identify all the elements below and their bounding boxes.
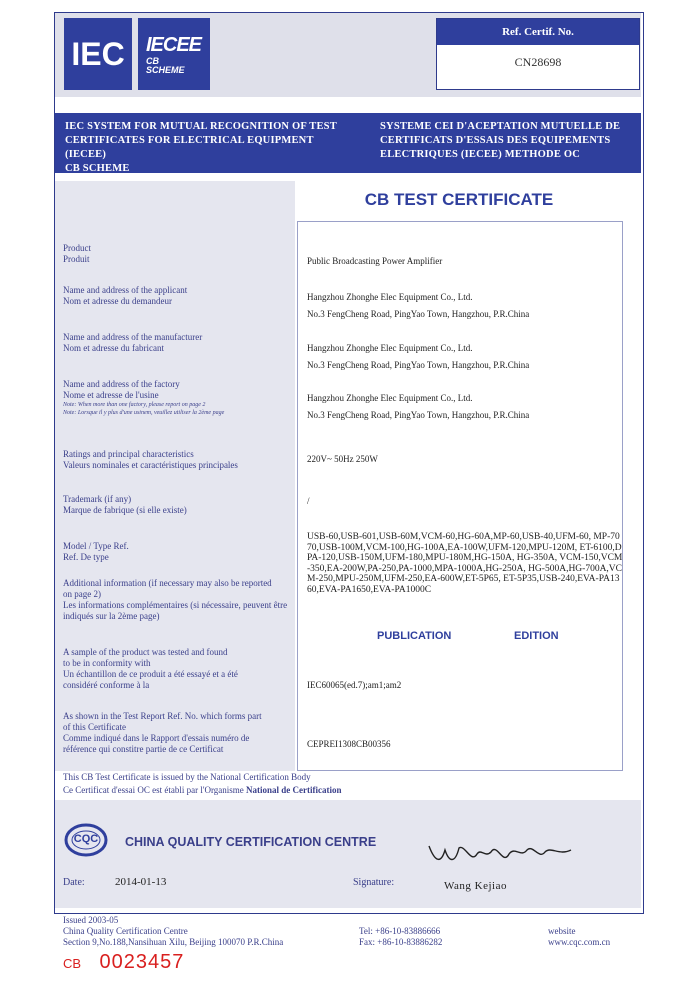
trademark-label — [63, 494, 293, 516]
label-fr: Valeurs nominales et caractéristiques principales — [63, 460, 238, 470]
sample-label — [63, 647, 293, 691]
edition-header: EDITION — [514, 630, 559, 642]
report-number: CEPREI1308CB00356 — [307, 739, 391, 749]
trademark-value: / — [307, 496, 310, 506]
banner-french — [380, 120, 640, 162]
cqc-logo-text: CQC — [73, 833, 99, 845]
date-label: Date: — [63, 877, 85, 888]
serial-number — [63, 951, 184, 974]
banner-en-line: IEC SYSTEM FOR MUTUAL RECOGNITION OF TEST — [65, 121, 337, 132]
label-fr: Les informations complémentaires (si nécessaire, peuvent être — [63, 600, 288, 610]
issued-by-fr-bold: National de Certification — [246, 785, 342, 795]
footer-contact — [359, 926, 442, 948]
ref-certificate-panel — [436, 18, 640, 90]
factory-note-fr: Note: Lorsque il y plus d'une usinem, veuillez utiliser la 2ème page — [63, 410, 225, 416]
label-fr: Comme indiqué dans le Rapport d'essais numéro de — [63, 733, 250, 743]
footer-fax: Fax: +86-10-83886282 — [359, 937, 443, 947]
applicant-name: Hangzhou Zhonghe Elec Equipment Co., Ltd. — [307, 292, 473, 302]
manufacturer-name: Hangzhou Zhonghe Elec Equipment Co., Ltd. — [307, 343, 473, 353]
banner-en-line: CB SCHEME — [65, 163, 130, 174]
footer-org: China Quality Certification Centre — [63, 926, 188, 936]
certification-body-name: CHINA QUALITY CERTIFICATION CENTRE — [125, 835, 377, 849]
footer-tel: Tel: +86-10-83886666 — [359, 926, 441, 936]
publication-header: PUBLICATION — [377, 630, 452, 642]
factory-name: Hangzhou Zhonghe Elec Equipment Co., Ltd. — [307, 393, 473, 403]
label-en: of this Certificate — [63, 722, 126, 732]
label-en: Product — [63, 243, 91, 253]
label-fr: Ref. De type — [63, 552, 109, 562]
label-en: Trademark (if any) — [63, 494, 132, 504]
label-en: Name and address of the manufacturer — [63, 332, 203, 342]
label-en: A sample of the product was tested and found — [63, 647, 228, 657]
label-fr: référence qui constitre partie de ce Certificat — [63, 744, 224, 754]
product-label — [63, 243, 293, 265]
label-en: Ratings and principal characteristics — [63, 449, 194, 459]
label-en: As shown in the Test Report Ref. No. which forms part — [63, 711, 262, 721]
signature-image — [425, 838, 575, 874]
label-en: to be in conformity with — [63, 658, 151, 668]
factory-address: No.3 FengCheng Road, PingYao Town, Hangzhou, P.R.China — [307, 410, 530, 420]
signatory-name: Wang Kejiao — [444, 880, 507, 892]
iec-logo — [64, 18, 132, 90]
label-fr: Nom et adresse du fabricant — [63, 343, 164, 353]
label-en: Name and address of the applicant — [63, 285, 188, 295]
banner-fr-line: CERTIFICATS D'ESSAIS DES EQUIPEMENTS — [380, 135, 611, 146]
product-value: Public Broadcasting Power Amplifier — [307, 256, 443, 266]
label-fr: Marque de fabrique (si elle existe) — [63, 505, 187, 515]
label-fr: indiqués sur la 2ème page) — [63, 611, 160, 621]
footer-website: www.cqc.com.cn — [548, 937, 611, 947]
ratings-label — [63, 449, 293, 471]
footer-web — [548, 926, 610, 948]
banner-en-line: CERTIFICATES FOR ELECTRICAL EQUIPMENT (IECEE) — [65, 135, 314, 160]
issued-by-en: This CB Test Certificate is issued by the National Certification Body — [63, 772, 311, 782]
label-en: Additional information (if necessary may also be reported — [63, 578, 272, 588]
applicant-label — [63, 285, 293, 307]
footer-website-label: website — [548, 926, 576, 936]
label-fr: considéré conforme à la — [63, 680, 150, 690]
model-list: USB-60,USB-601,USB-60M,VCM-60,HG-60A,MP-60,USB-40,UFM-60, MP-7070,USB-100M,VCM-100,HG-100A,EA-100W,UFM-120,MPU-120M, ET-6100,DPA-120,USB-150M,UFM-180,MPU-180M,HG-150A, HG-350A, VCM-150,VCM-350,EA-200W,PA-250,PA-1000,MPA-1000A,HG-250A, HG-500A,HG-700A,VCM-250,MPU-250M,UFM-250,EA-600W,ET-5P65, ET-5P35,USB-240,EVA-PA1360,EVA-PA1650,EVA-PA1000C — [307, 532, 623, 595]
report-label — [63, 711, 293, 755]
label-fr: Nom et adresse du demandeur — [63, 296, 172, 306]
footer-issued: Issued 2003-05 — [63, 915, 119, 925]
applicant-address: No.3 FengCheng Road, PingYao Town, Hangzhou, P.R.China — [307, 309, 530, 319]
date-value: 2014-01-13 — [115, 876, 167, 888]
iec-logo-text: IEC — [71, 35, 125, 72]
label-en: Model / Type Ref. — [63, 541, 129, 551]
label-fr: Produit — [63, 254, 90, 264]
factory-label — [63, 379, 293, 417]
iecee-logo-text: IECEE — [146, 33, 202, 56]
banner-fr-line: SYSTEME CEI D'ACEPTATION MUTUELLE DE — [380, 121, 621, 132]
manufacturer-address: No.3 FengCheng Road, PingYao Town, Hangzhou, P.R.China — [307, 360, 530, 370]
iecee-logo-sub: CB SCHEME — [146, 55, 185, 75]
label-en: Name and address of the factory — [63, 379, 180, 389]
ref-label: Ref. Certif. No. — [437, 19, 639, 45]
label-fr: Un échantillon de ce produit a été essayé et a été — [63, 669, 238, 679]
serial-prefix: CB — [63, 956, 82, 971]
issued-by-fr-text: Ce Certificat d'essai OC est établi par l'Organisme — [63, 785, 247, 795]
standard-value: IEC60065(ed.7);am1;am2 — [307, 680, 402, 690]
iecee-logo — [138, 18, 210, 90]
footer-left — [63, 915, 283, 948]
signature-label: Signature: — [353, 877, 395, 888]
additional-info-label — [63, 578, 293, 622]
footer-address: Section 9,No.188,Nansihuan Xilu, Beijing 100070 P.R.China — [63, 937, 284, 947]
ref-value: CN28698 — [514, 55, 562, 69]
label-en: on page 2) — [63, 589, 101, 599]
iecee-banner — [55, 113, 641, 173]
factory-note-en: Note: When more than one factory, please report on page 2 — [63, 402, 206, 408]
label-fr: Nome et adresse de l'usine — [63, 390, 159, 400]
banner-fr-line: ELECTRIQUES (IECEE) METHODE OC — [380, 149, 580, 160]
model-label — [63, 541, 293, 563]
certificate-title: CB TEST CERTIFICATE — [364, 190, 554, 209]
issued-by-fr — [63, 784, 342, 796]
manufacturer-label — [63, 332, 293, 354]
cqc-logo — [64, 822, 108, 858]
serial-value: 0023457 — [99, 951, 185, 973]
ratings-value: 220V~ 50Hz 250W — [307, 454, 378, 464]
banner-english — [65, 120, 355, 176]
